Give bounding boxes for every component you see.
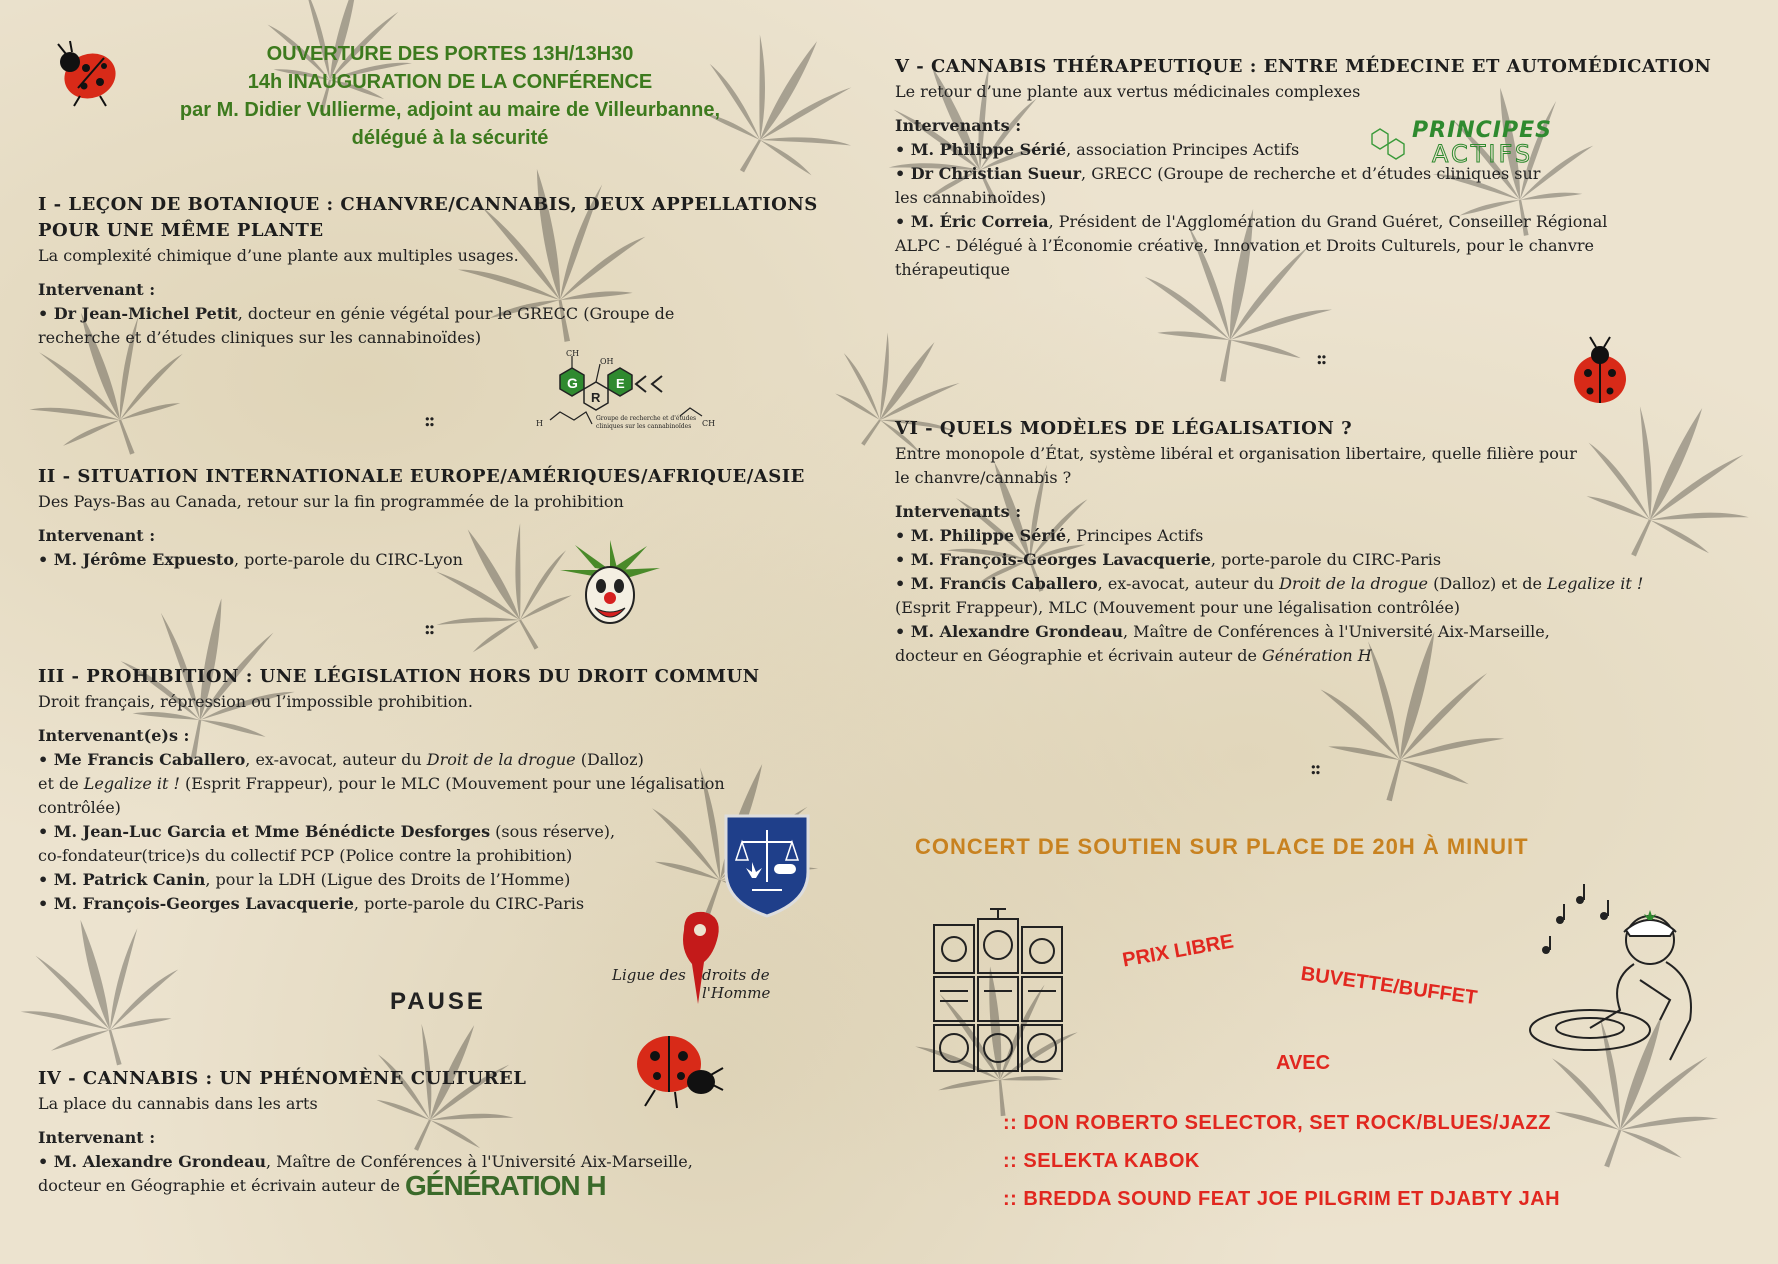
ldh-text-b: droits de l'Homme [702,966,771,1002]
book-title: Droit de la drogue [426,750,576,769]
buvette-buffet: BUVETTE/BUFFET [1299,962,1479,1010]
speaker-desc: , docteur en génie végétal pour le GRECC (Groupe de [237,304,675,323]
section-6-subtitle-2: le chanvre/cannabis ? [895,468,1072,487]
dj-turntable-icon [1520,880,1710,1070]
logo-h3c: H [536,419,543,428]
section-4 [38,1066,868,1201]
section-1-title-line1: I - LEÇON DE BOTANIQUE : CHANVRE/CANNABIS, DEUX APPELLATIONS [38,194,818,215]
avec: AVEC [1276,1052,1331,1074]
speaker-desc: , Principes Actifs [1066,526,1204,545]
book-title: Legalize it ! [83,774,180,793]
ldh-text-a: Ligue des [612,966,686,984]
speaker-name: • M. Patrick Canin [38,870,206,889]
speaker-desc: et de [38,774,84,793]
book-title: Legalize it ! [1547,574,1644,593]
speaker-desc: , porte-parole du CIRC-Paris [353,894,585,913]
principes-actifs-logo [1362,118,1562,168]
speaker-name: • M. Jean-Luc Garcia et Mme Bénédicte Desforges [38,822,491,841]
speaker-name: • M. Alexandre Grondeau [895,622,1123,641]
header-line-1: OUVERTURE DES PORTES 13H/13H30 [266,43,634,65]
section-6-subtitle-1: Entre monopole d’État, système libéral et organisation libertaire, quelle filière pour [895,444,1577,463]
section-6-title: VI - QUELS MODÈLES DE LÉGALISATION ? [895,418,1353,439]
section-1-label: Intervenant : [38,280,156,299]
separator: :: [1310,758,1320,779]
section-2-speaker-1 [38,548,868,572]
header-line-2: 14h INAUGURATION DE LA CONFÉRENCE [247,71,653,93]
section-5-speaker-3-cont2: thérapeutique [895,260,1010,279]
section-5 [895,54,1735,282]
section-5-speaker-3-cont: ALPC - Délégué à l’Économie créative, Innovation et Droits Culturels, pour le chanvre [895,236,1594,255]
section-4-subtitle: La place du cannabis dans les arts [38,1094,318,1113]
section-5-label: Intervenants : [895,116,1022,135]
speaker-desc: , association Principes Actifs [1066,140,1300,159]
header-line-4: délégué à la sécurité [351,127,549,149]
section-6-speaker-1 [895,524,1735,548]
speaker-desc: (Esprit Frappeur), pour le MLC (Mouvement pour une légalisation [179,774,725,793]
section-5-speaker-3 [895,210,1735,234]
speaker-desc: docteur en Géographie et écrivain auteur de [895,646,1263,665]
generation-h-logo: GÉNÉRATION H [405,1170,606,1201]
section-6-speaker-4 [895,620,1735,644]
speaker-desc: , ex-avocat, auteur du [245,750,427,769]
separator: :: [424,410,434,431]
speaker-name: • M. Philippe Sérié [895,140,1067,159]
speaker-name: • M. Éric Correia [895,212,1049,231]
section-6-speaker-3 [895,572,1735,596]
section-2-subtitle: Des Pays-Bas au Canada, retour sur la fin programmée de la prohibition [38,492,624,511]
speaker-desc: (Dalloz) et de [1428,574,1548,593]
speaker-name: • M. Philippe Sérié [895,526,1067,545]
section-4-label: Intervenant : [38,1128,156,1147]
section-5-speaker-1 [895,138,1735,162]
section-3-title: III - PROHIBITION : UNE LÉGISLATION HORS DU DROIT COMMUN [38,666,760,687]
speaker-name: • Dr Christian Sueur [895,164,1082,183]
section-6-speaker-4-cont [895,644,1735,668]
band-item: :: BREDDA SOUND FEAT JOE PILGRIM ET DJABTY JAH [1003,1188,1561,1210]
section-2-title: II - SITUATION INTERNATIONALE EUROPE/AMÉRIQUES/AFRIQUE/ASIE [38,466,805,487]
speaker-desc: , ex-avocat, auteur du [1097,574,1280,593]
concert-title: CONCERT DE SOUTIEN SUR PLACE DE 20H À MINUIT [915,834,1529,859]
speaker-name: • Dr Jean-Michel Petit [38,304,238,323]
speaker-name: • Me Francis Caballero [38,750,246,769]
section-6-label: Intervenants : [895,502,1022,521]
speaker-desc: docteur en Géographie et écrivain auteur de [38,1176,400,1195]
pcp-shield-logo [722,812,812,920]
speaker-desc: , Maître de Conférences à l'Université Aix-Marseille, [266,1152,693,1171]
speaker-desc: , Maître de Conférences à l'Université Aix-Marseille, [1123,622,1550,641]
logo-ch3: CH [566,350,580,358]
speaker-desc: , porte-parole du CIRC-Lyon [233,550,463,569]
logo-caption-2: cliniques sur les cannabinoïdes [596,423,692,430]
section-6-speaker-3-cont: (Esprit Frappeur), MLC (Mouvement pour une légalisation contrôlée) [895,598,1461,617]
section-3-subtitle: Droit français, répression ou l’impossible prohibition. [38,692,473,711]
prix-libre: PRIX LIBRE [1120,930,1236,972]
molecule-icon [1362,126,1412,166]
separator: :: [424,618,434,639]
section-2 [38,464,868,572]
speaker-desc: , pour la LDH (Ligue des Droits de l’Homme) [205,870,571,889]
speaker-desc: , GRECC (Groupe de recherche et d’études cliniques sur [1081,164,1541,183]
section-1-subtitle: La complexité chimique d’une plante aux multiples usages. [38,246,519,265]
section-1-title-line2: POUR UNE MÊME PLANTE [38,220,324,241]
speaker-name: • M. Francis Caballero [895,574,1098,593]
section-5-speaker-2-cont: les cannabinoïdes) [895,188,1047,207]
speaker-name: • M. Jérôme Expuesto [38,550,234,569]
speaker-desc: (Dalloz) [575,750,644,769]
bands-list [1003,1104,1560,1218]
grecc-logo [530,350,730,445]
band-item: :: DON ROBERTO SELECTOR, SET ROCK/BLUES/JAZZ [1003,1112,1551,1134]
section-3-speaker-1-cont [38,772,868,796]
ladybug-icon [1560,335,1640,415]
section-1 [38,192,868,350]
section-5-title: V - CANNABIS THÉRAPEUTIQUE : ENTRE MÉDECINE ET AUTOMÉDICATION [895,56,1712,77]
speaker-name: • M. François-Georges Lavacquerie [38,894,354,913]
speaker-name: • M. François-Georges Lavacquerie [895,550,1211,569]
section-4-title: IV - CANNABIS : UN PHÉNOMÈNE CULTUREL [38,1068,527,1089]
band-item: :: SELEKTA KABOK [1003,1150,1200,1172]
logo-ch3b: CH [702,419,716,428]
section-5-speaker-2 [895,162,1735,186]
separator: :: [1316,348,1326,369]
section-2-label: Intervenant : [38,526,156,545]
ldh-logo [612,910,842,1010]
section-6 [895,416,1735,668]
sound-system-icon [930,905,1070,1075]
header-line-3: par M. Didier Vullierme, adjoint au maire de Villeurbanne, [179,99,721,121]
svg-text:E: E [616,376,625,391]
section-3-speaker-2-cont: co-fondateur(trice)s du collectif PCP (Police contre la prohibition) [38,846,573,865]
section-4-speaker-1-cont [38,1170,868,1201]
speaker-desc: , Président de l'Agglomération du Grand Guéret, Conseiller Régional [1048,212,1608,231]
pause-heading: PAUSE [390,988,486,1015]
svg-text:G: G [567,375,578,391]
section-3-speaker-1 [38,748,868,772]
section-1-speaker-1 [38,302,868,326]
book-title: Droit de la drogue [1279,574,1428,593]
speaker-desc: (sous réserve), [490,822,616,841]
svg-text:R: R [591,390,601,405]
speaker-name: • M. Alexandre Grondeau [38,1152,266,1171]
section-5-subtitle: Le retour d’une plante aux vertus médicinales complexes [895,82,1361,101]
circ-clown-logo [555,540,665,630]
speaker-desc: , porte-parole du CIRC-Paris [1210,550,1442,569]
logo-principes: PRINCIPES [1412,118,1552,143]
section-3-label: Intervenant(e)s : [38,726,190,745]
logo-oh: OH [600,357,614,366]
section-1-speaker-1-cont: recherche et d’études cliniques sur les cannabinoïdes) [38,328,482,347]
opening-header [80,40,820,152]
logo-caption-1: Groupe de recherche et d'études [596,415,697,422]
logo-actifs: ACTIFS [1432,140,1534,168]
section-3-speaker-1-cont2: contrôlée) [38,798,121,817]
section-6-speaker-2 [895,548,1735,572]
book-title: Génération H [1262,646,1372,665]
